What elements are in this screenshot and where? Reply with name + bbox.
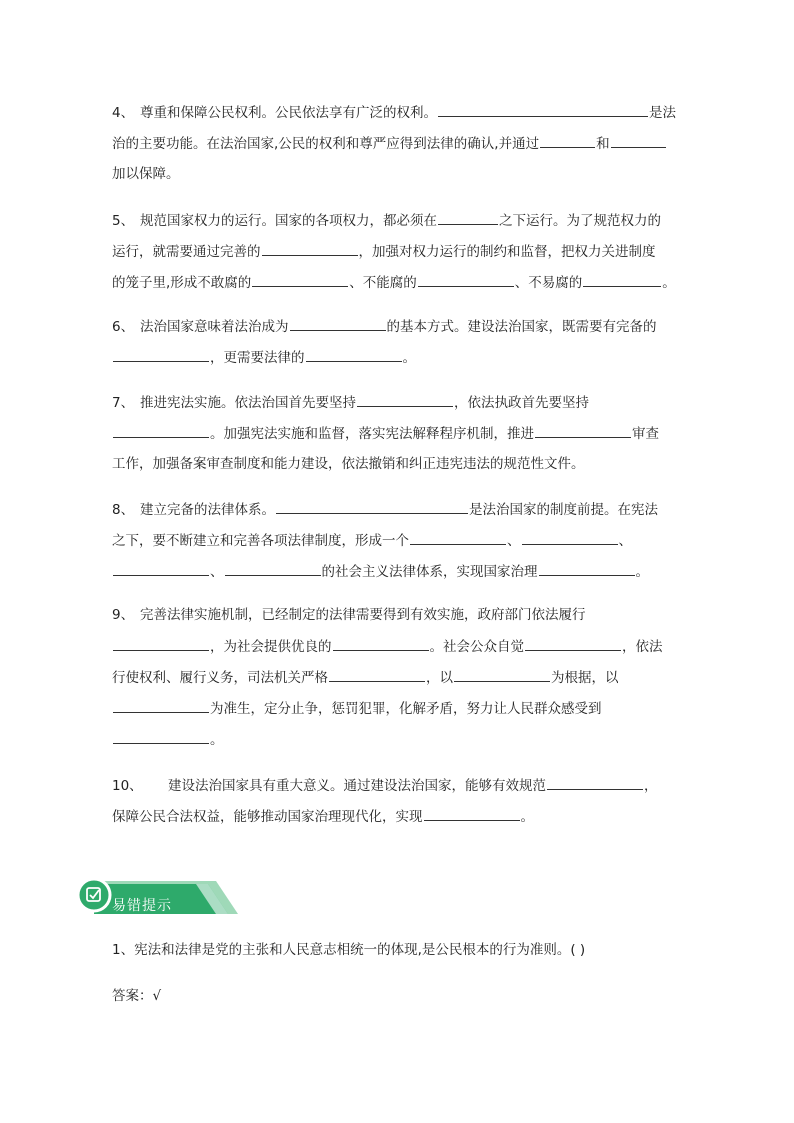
question-line	[112, 454, 684, 485]
answer-blank[interactable]	[225, 561, 321, 576]
question-text: 建立完备的法律体系。	[140, 502, 275, 518]
question-text: 为准生，定分止争，惩罚犯罪，化解矛盾，努力让人民群众感受到	[210, 701, 602, 717]
question-line	[112, 423, 684, 454]
answer-blank[interactable]	[113, 561, 209, 576]
tip-answer: 答案：√	[112, 988, 162, 1004]
question-item	[112, 392, 684, 485]
question-text: 法治国家意味着法治成为	[140, 319, 289, 335]
question-text: 审查	[632, 426, 659, 442]
question-number: 10、	[112, 778, 143, 794]
question-item	[112, 775, 684, 837]
question-text: 。社会公众自觉	[429, 639, 524, 655]
question-text: 和	[596, 136, 610, 152]
question-line	[112, 133, 684, 164]
question-text: ，加强对权力运行的制约和监督，把权力关进制度	[358, 244, 656, 260]
question-text: ，为社会提供优良的	[210, 639, 332, 655]
answer-blank[interactable]	[333, 636, 429, 651]
question-text: 治的主要功能。在法治国家,公民的权利和尊严应得到法律的确认,并通过	[112, 136, 540, 152]
question-line	[112, 561, 684, 592]
tip-question: 1、宪法和法律是党的主张和人民意志相统一的体现,是公民根本的行为准则。( )	[112, 942, 586, 958]
answer-blank[interactable]	[525, 636, 621, 651]
question-number: 9、	[112, 607, 135, 623]
question-line	[112, 775, 684, 806]
tips-title: 易错提示	[112, 898, 172, 914]
question-text: 工作，加强备案审查制度和能力建设，依法撤销和纠正违宪违法的规范性文件。	[112, 456, 585, 472]
question-item	[112, 210, 684, 303]
question-text: 为根据，以	[551, 670, 619, 686]
answer-blank[interactable]	[547, 775, 643, 790]
question-text: ，以	[426, 670, 453, 686]
question-text: 。	[662, 275, 676, 291]
question-text: 完善法律实施机制，已经制定的法律需要得到有效实施，政府部门依法履行	[140, 607, 586, 623]
answer-blank[interactable]	[357, 392, 453, 407]
answer-blank[interactable]	[290, 316, 386, 331]
question-item	[112, 316, 684, 378]
question-line	[112, 530, 684, 561]
answer-blank[interactable]	[410, 530, 506, 545]
question-line	[112, 102, 684, 133]
question-line	[112, 347, 684, 378]
question-item	[112, 499, 684, 592]
question-text: 。加强宪法实施和监督，落实宪法解释程序机制，推进	[210, 426, 534, 442]
question-line	[112, 605, 684, 636]
question-text: 推进宪法实施。依法治国首先要坚持	[140, 395, 356, 411]
answer-blank[interactable]	[539, 561, 635, 576]
question-text: 运行，就需要通过完善的	[112, 244, 261, 260]
question-line	[112, 164, 684, 195]
question-line	[112, 241, 684, 272]
question-text: 。	[402, 350, 416, 366]
question-text: 、不能腐的	[349, 275, 417, 291]
question-text: 是法	[649, 105, 676, 121]
question-number: 8、	[112, 502, 135, 518]
question-number: 7、	[112, 395, 135, 411]
question-text: ，更需要法律的	[210, 350, 305, 366]
question-text: 、	[507, 533, 521, 549]
question-number: 6、	[112, 319, 135, 335]
question-text: 、	[618, 533, 632, 549]
answer-blank[interactable]	[438, 102, 648, 117]
question-text: ，依法执政首先要坚持	[454, 395, 589, 411]
question-line	[112, 210, 684, 241]
question-text: 之下，要不断建立和完善各项法律制度，形成一个	[112, 533, 409, 549]
question-text: 之下运行。为了规范权力的	[499, 213, 661, 229]
question-line	[112, 698, 684, 729]
question-line	[112, 316, 684, 347]
answer-blank[interactable]	[438, 210, 498, 225]
answer-blank[interactable]	[329, 667, 425, 682]
answer-blank[interactable]	[113, 636, 209, 651]
answer-blank[interactable]	[113, 698, 209, 713]
answer-blank[interactable]	[252, 272, 348, 287]
question-text: 。	[210, 732, 224, 748]
question-text: 。	[520, 809, 534, 825]
tips-banner	[76, 878, 246, 916]
question-line	[112, 499, 684, 530]
question-text: 是法治国家的制度前提。在宪法	[469, 502, 658, 518]
question-text: ，	[644, 778, 658, 794]
question-line	[112, 272, 684, 303]
question-text: 行使权利、履行义务，司法机关严格	[112, 670, 328, 686]
answer-blank[interactable]	[424, 806, 520, 821]
question-line	[112, 729, 684, 760]
question-text: 、	[210, 564, 224, 580]
question-text: 的社会主义法律体系，实现国家治理	[321, 564, 538, 580]
answer-blank[interactable]	[418, 272, 514, 287]
question-text: 尊重和保障公民权利。公民依法享有广泛的权利。	[140, 105, 437, 121]
answer-blank[interactable]	[113, 347, 209, 362]
answer-blank[interactable]	[583, 272, 661, 287]
answer-blank[interactable]	[276, 499, 468, 514]
question-item	[112, 605, 684, 760]
question-number: 4、	[112, 105, 135, 121]
question-line	[112, 667, 684, 698]
answer-blank[interactable]	[611, 133, 666, 148]
question-text: 。	[635, 564, 649, 580]
question-line	[112, 392, 684, 423]
question-text: 的笼子里,形成不敢腐的	[112, 275, 252, 291]
answer-blank[interactable]	[522, 530, 618, 545]
question-item	[112, 102, 684, 195]
question-text: 建设法治国家具有重大意义。通过建设法治国家，能够有效规范	[168, 778, 546, 794]
question-text: 规范国家权力的运行。国家的各项权力，都必须在	[140, 213, 437, 229]
question-text: ，依法	[622, 639, 663, 655]
question-line	[112, 806, 684, 837]
answer-blank[interactable]	[113, 729, 209, 744]
question-text: 、不易腐的	[514, 275, 583, 291]
answer-blank[interactable]	[454, 667, 550, 682]
question-text: 加以保障。	[112, 166, 180, 182]
question-number: 5、	[112, 213, 135, 229]
answer-blank[interactable]	[113, 423, 209, 438]
answer-blank[interactable]	[262, 241, 358, 256]
question-text: 保障公民合法权益，能够推动国家治理现代化，实现	[112, 809, 423, 825]
question-text: 的基本方式。建设法治国家，既需要有完备的	[386, 319, 657, 335]
question-line	[112, 636, 684, 667]
answer-blank[interactable]	[306, 347, 402, 362]
answer-blank[interactable]	[540, 133, 595, 148]
answer-blank[interactable]	[535, 423, 631, 438]
